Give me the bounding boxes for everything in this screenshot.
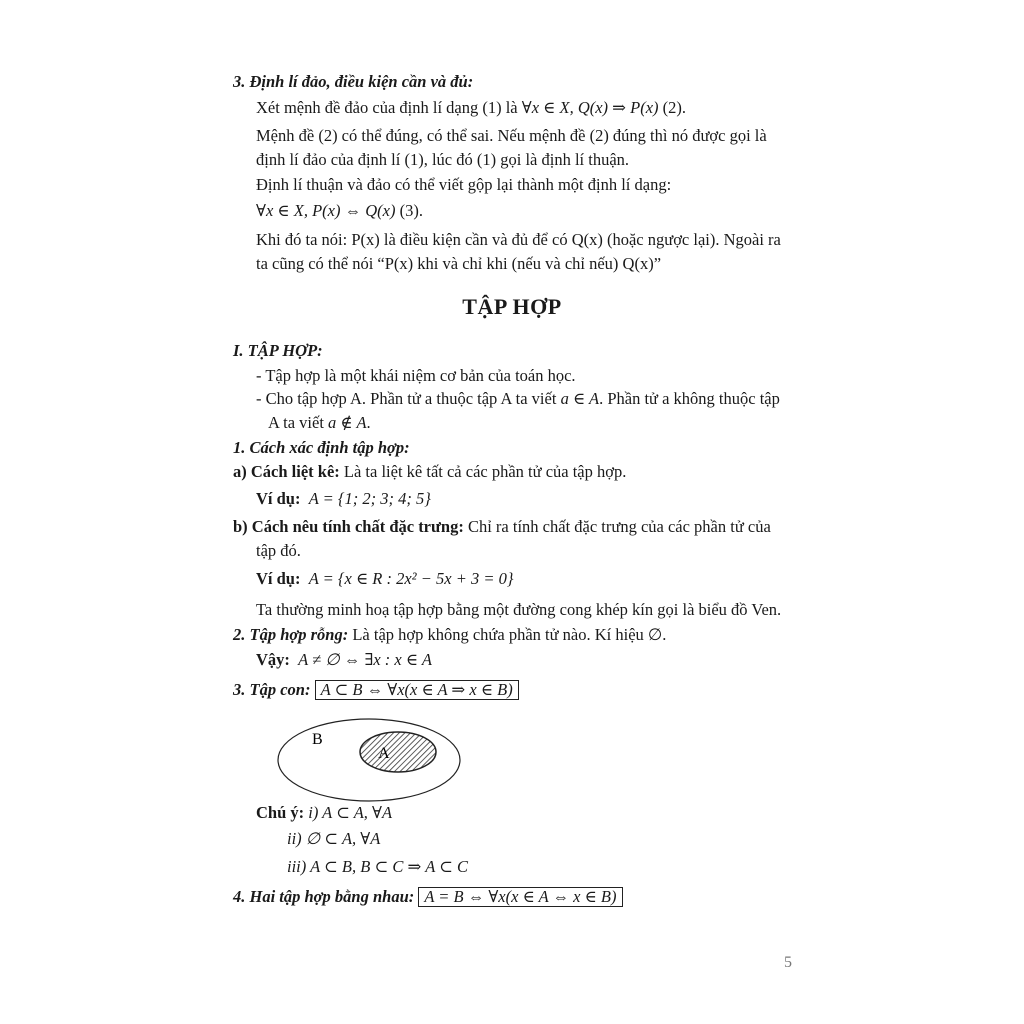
subset-note-iii: iii) A ⊂ B, B ⊂ C ⇒ A ⊂ C [287, 857, 469, 876]
part1-heading: I. TẬP HỢP: [233, 341, 323, 360]
section3-heading: 3. Định lí đảo, điều kiện cần và đủ: [233, 72, 474, 91]
venn-inner-label: A [378, 745, 390, 762]
section3-line3: định lí đảo của định lí (1), lúc đó (1) gọi là định lí thuận. [256, 150, 630, 169]
section3-line5: ∀x ∈ X, P(x) ⇔ Q(x) (3). [256, 201, 423, 220]
section3-line2: Mệnh đề (2) có thể đúng, có thể sai. Nếu mệnh đề (2) đúng thì nó được gọi là [256, 126, 767, 145]
venn-outer-label: B [312, 731, 323, 748]
equal-formula-box: A = B ⇔ ∀x(x ∈ A ⇔ x ∈ B) [418, 887, 622, 907]
empty-set-so: Vậy: A ≠ ∅ ⇔ ∃x : x ∈ A [256, 650, 432, 669]
ways-b-cont: tập đó. [256, 541, 301, 560]
subset-note-ii: ii) ∅ ⊂ A, ∀A [287, 829, 381, 848]
empty-set: 2. Tập hợp rỗng: Là tập hợp không chứa phần tử nào. Kí hiệu ∅. [233, 625, 667, 644]
equal-sets-line: 4. Hai tập hợp bằng nhau: A = B ⇔ ∀x(x ∈ A ⇔ x ∈ B) [233, 887, 623, 907]
ways-heading: 1. Cách xác định tập hợp: [233, 438, 410, 457]
section3-line7: ta cũng có thể nói “P(x) khi và chỉ khi (nếu và chỉ nếu) Q(x)” [256, 254, 662, 273]
ways-a: a) Cách liệt kê: Là ta liệt kê tất cả các phần tử của tập hợp. [233, 462, 627, 481]
section3-line6: Khi đó ta nói: P(x) là điều kiện cần và đủ để có Q(x) (hoặc ngược lại). Ngoài ra [256, 230, 781, 249]
math-equivalence: ∀x ∈ X, P(x) ⇔ Q(x) [256, 201, 396, 220]
ways-b-example: Ví dụ: A = {x ∈ R : 2x² − 5x + 3 = 0} [256, 569, 514, 588]
part1-bullet2: - Cho tập hợp A. Phần tử a thuộc tập A ta viết a ∈ A. Phần tử a không thuộc tập [256, 389, 780, 408]
part1-bullet2-cont: A ta viết a ∉ A. [268, 413, 371, 432]
part1-bullet1: - Tập hợp là một khái niệm cơ bản của toán học. [256, 366, 576, 385]
venn-inner-set [360, 732, 436, 772]
subset-line: 3. Tập con: A ⊂ B ⇔ ∀x(x ∈ A ⇒ x ∈ B) [233, 680, 519, 700]
ways-a-example: Ví dụ: A = {1; 2; 3; 4; 5} [256, 489, 431, 508]
page-title: TẬP HỢP [462, 294, 562, 319]
venn-diagram [274, 716, 464, 806]
ways-b: b) Cách nêu tính chất đặc trưng: Chỉ ra tính chất đặc trưng của các phần tử của [233, 517, 771, 536]
section3-line4: Định lí thuận và đảo có thể viết gộp lại thành một định lí dạng: [256, 175, 672, 194]
subset-note-i: Chú ý: i) A ⊂ A, ∀A [256, 803, 393, 822]
section3-line1: Xét mệnh đề đảo của định lí dạng (1) là ∀x ∈ X, Q(x) ⇒ P(x) (2). [256, 98, 687, 117]
page-number: 5 [784, 954, 792, 971]
venn-note: Ta thường minh hoạ tập hợp bằng một đường cong khép kín gọi là biểu đồ Ven. [256, 600, 782, 619]
subset-formula-box: A ⊂ B ⇔ ∀x(x ∈ A ⇒ x ∈ B) [315, 680, 519, 700]
math-converse: ∀x ∈ X, Q(x) ⇒ P(x) [521, 98, 659, 117]
